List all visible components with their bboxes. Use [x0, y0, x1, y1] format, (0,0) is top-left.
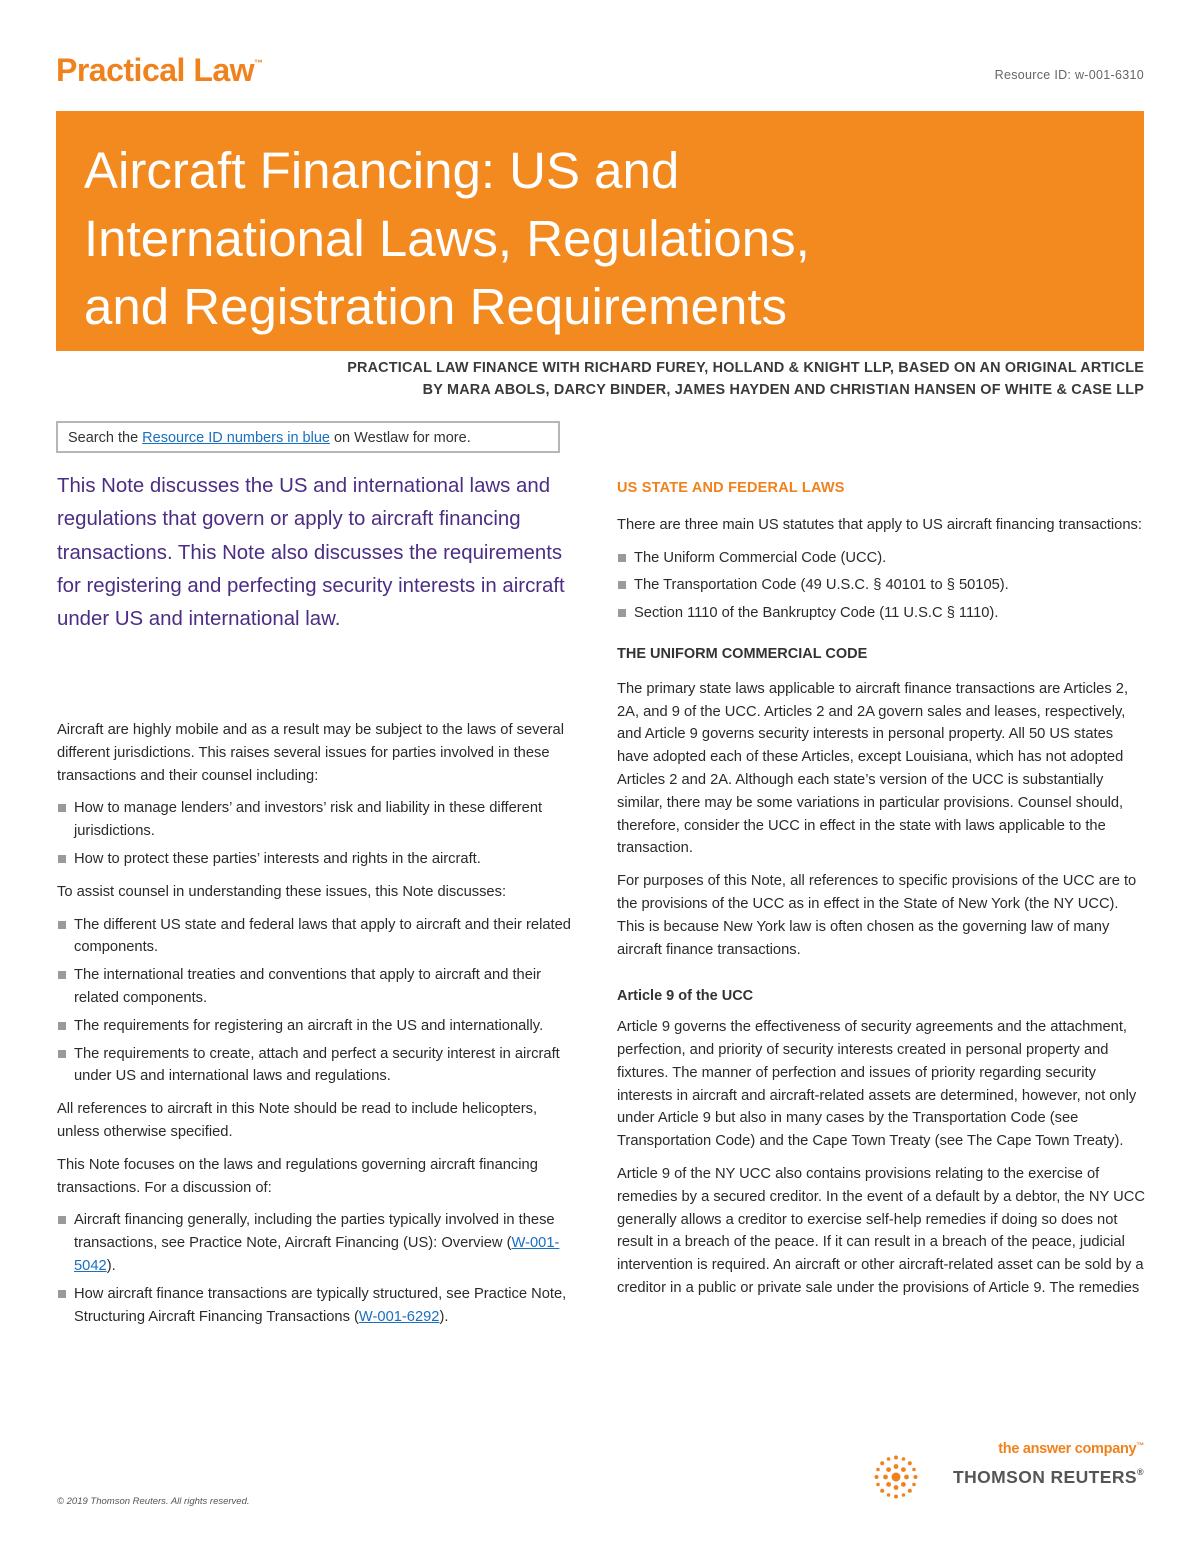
tagline: the answer company™	[998, 1441, 1144, 1457]
paragraph: For purposes of this Note, all references to specific provisions of the UCC are to the provisions of the UCC as in effect in the State of New York (the NY UCC). This is because New York law is often chosen as the governing law of many aircraft finance transactions.	[617, 873, 1137, 958]
document-title	[84, 137, 1114, 341]
lead-paragraph: This Note discusses the US and international laws and regulations that govern or apply to aircraft financing transactions. This Note also discusses the requirements for registering and perfecting security interests in aircraft under US and international law.	[57, 475, 565, 631]
list-item: The Uniform Commercial Code (UCC).	[617, 547, 1147, 570]
list-item: Aircraft financing generally, including the parties typically involved in these transactions, see Practice Note, Aircraft Financing (US): Overview (W-001-5042).	[57, 1209, 580, 1277]
paragraph: Article 9 of the NY UCC also contains provisions relating to the exercise of remedies by a secured creditor. In the event of a default by a debtor, the NY UCC generally allows a creditor to exercise self-help remedies if doing so does not result in a breach of the peace. If it can result in a breach of the peace, judicial intervention is required. An aircraft or other aircraft-related asset can be sold by a creditor in a public or private sale under the provisions of Article 9. The remedies	[617, 1165, 1145, 1296]
paragraph: To assist counsel in understanding these issues, this Note discusses:	[57, 883, 507, 900]
paragraph: All references to aircraft in this Note should be read to include helicopters, unless otherwise specified.	[57, 1101, 538, 1140]
paragraph: The primary state laws applicable to aircraft finance transactions are Articles 2, 2A, and 9 of the UCC. Articles 2 and 2A govern sales and leases, respectively, and Article 9 governs security interests in personal property. All 50 US states have adopted each of these Articles, except Louisiana, which has not adopted Articles 2 and 2A. Although each state’s version of the UCC is substantially similar, there may be some variations in particular provisions. Counsel should, therefore, consider the UCC in effect in the state with laws applicable to the transaction.	[617, 680, 1129, 857]
bullet-list	[57, 1209, 580, 1328]
paragraph: Article 9 governs the effectiveness of security agreements and the attachment, perfection, and priority of security interests created in personal property and fixtures. The manner of perfection and issues of priority regarding security interests in aircraft and aircraft-related assets are determined, however, not only under Article 9 but also in many cases by the Transportation Code (see Transportation Code) and the Cape Town Treaty (see The Cape Town Treaty).	[617, 1019, 1137, 1150]
statute-list	[617, 547, 1147, 625]
title-banner	[56, 111, 1144, 351]
left-column	[57, 719, 580, 1338]
list-item: How to manage lenders’ and investors’ risk and liability in these different jurisdictions.	[57, 797, 580, 843]
list-item: The requirements for registering an aircraft in the US and internationally.	[57, 1015, 580, 1038]
thomson-reuters-logo	[874, 1441, 1144, 1501]
bullet-list	[57, 914, 580, 1089]
practical-law-logo: Practical Law™	[56, 52, 263, 88]
list-item: How aircraft finance transactions are typically structured, see Practice Note, Structuring Aircraft Financing Transactions (W-001-6292).	[57, 1283, 580, 1329]
right-column	[617, 477, 1147, 1310]
section-heading: US STATE AND FEDERAL LAWS	[617, 480, 845, 496]
list-item: The different US state and federal laws that apply to aircraft and their related components.	[57, 914, 580, 960]
resource-link-w-001-6292[interactable]: W-001-6292	[358, 1308, 440, 1325]
thomson-reuters-emblem-icon	[874, 1455, 918, 1499]
paragraph: Aircraft are highly mobile and as a result may be subject to the laws of several different jurisdictions. This raises several issues for parties involved in these transactions and their counsel including:	[57, 722, 564, 784]
title-line: International Laws, Regulations,	[84, 210, 810, 267]
resource-id-link[interactable]: Resource ID numbers in blue	[142, 430, 330, 446]
resource-id: Resource ID: w-001-6310	[994, 68, 1144, 82]
copyright-notice: © 2019 Thomson Reuters. All rights reserved.	[57, 1496, 250, 1507]
title-line: Aircraft Financing: US and	[84, 142, 680, 199]
paragraph: This Note focuses on the laws and regulations governing aircraft financing transactions. For a discussion of:	[57, 1156, 538, 1196]
list-item: Section 1110 of the Bankruptcy Code (11 U.S.C § 1110).	[617, 602, 1147, 625]
title-line: and Registration Requirements	[84, 278, 788, 335]
author-byline: PRACTICAL LAW FINANCE WITH RICHARD FUREY, HOLLAND & KNIGHT LLP, BASED ON AN ORIGINAL ARTICLE BY MARA ABOLS, DARCY BINDER, JAMES HAYDEN AND CHRISTIAN HANSEN OF WHITE & CASE LLP	[347, 360, 1144, 398]
subsection-heading: THE UNIFORM COMMERCIAL CODE	[617, 645, 868, 662]
list-item: The requirements to create, attach and perfect a security interest in aircraft under US and international laws and regulations.	[57, 1043, 580, 1089]
bullet-list	[57, 797, 580, 870]
thomson-reuters-wordmark: THOMSON REUTERS®	[953, 1467, 1144, 1487]
paragraph: There are three main US statutes that apply to US aircraft financing transactions:	[617, 516, 1142, 533]
list-item: The international treaties and conventions that apply to aircraft and their related components.	[57, 964, 580, 1010]
minor-heading: Article 9 of the UCC	[617, 988, 754, 1005]
search-note-box: Search the Resource ID numbers in blue on Westlaw for more.	[56, 421, 560, 453]
resource-link-w-001-5042[interactable]: W-001-5042	[74, 1235, 560, 1274]
list-item: How to protect these parties’ interests and rights in the aircraft.	[57, 848, 580, 871]
list-item: The Transportation Code (49 U.S.C. § 40101 to § 50105).	[617, 574, 1147, 597]
